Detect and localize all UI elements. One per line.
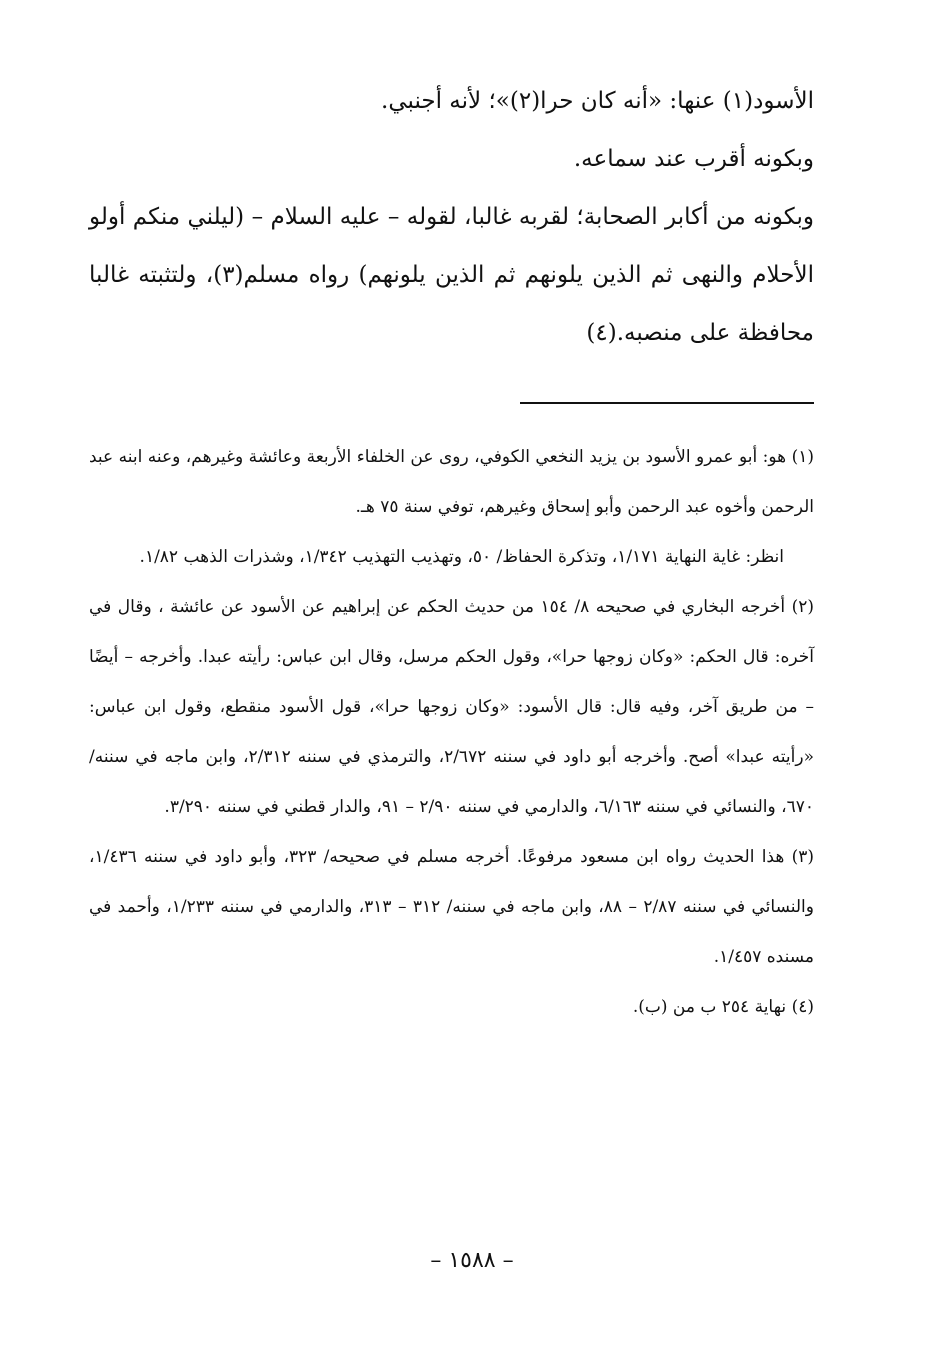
page-number: – ١٥٨٨ – (430, 1248, 514, 1273)
footnote-2: (٢) أخرجه البخاري في صحيحه ٨/ ١٥٤ من حديث الحكم عن إبراهيم عن الأسود عن عائشة ، وقال في آخره: قال الحكم: «وكان زوجها حرا»، وقول الحكم مرسل، وقال ابن عباس: رأيته عبدا. وأخرجه – أيضًا – من طريق آخر، وفيه قال: قال الأسود: «وكان زوجها حرا»، قول الأسود منقطع، وقول ابن عباس: «رأيته عبدا» أصح. وأخرجه أبو داود في سننه ٢/٦٧٢، والترمذي في سننه ٢/٣١٢، وابن ماجه في سننه/ ٦٧٠، والنسائي في سننه ٦/١٦٣، والدارمي في سننه ٢/٩٠ – ٩١، والدار قطني في سننه ٣/٢٩٠. (89, 597, 814, 817)
main-paragraph: الأسود(١) عنها: «أنه كان حرا(٢)»؛ لأنه أجنبي. (381, 88, 814, 114)
main-paragraph: وبكونه أقرب عند سماعه. (573, 146, 814, 172)
footnote-4: (٤) نهاية ٢٥٤ ب من (ب). (632, 997, 814, 1017)
main-paragraph: وبكونه من أكابر الصحابة؛ لقربه غالبا، لقوله – عليه السلام – (ليلني منكم أولو الأحلام والنهى ثم الذين يلونهم ثم الذين يلونهم) رواه مسلم(٣)، ولتثبته غالبا محافظة على منصبه.(٤) (89, 204, 815, 346)
footnote-3: (٣) هذا الحديث رواه ابن مسعود مرفوعًا. أخرجه مسلم في صحيحه/ ٣٢٣، وأبو داود في سننه ١/٤٣٦، والنسائي في سننه ٢/٨٧ – ٨٨، وابن ماجه في سننه/ ٣١٢ – ٣١٣، والدارمي في سننه ١/٢٣٣، وأحمد في مسنده ١/٤٥٧. (89, 847, 814, 967)
footnotes-section (89, 432, 814, 1032)
footnote-1-references: انظر: غاية النهاية ١/١٧١، وتذكرة الحفاظ/ ٥٠، وتهذيب التهذيب ١/٣٤٢، وشذرات الذهب ١/٨٢. (139, 547, 784, 567)
main-text-body (89, 72, 814, 362)
footnote-1: (١) هو: أبو عمرو الأسود بن يزيد النخعي الكوفي، روى عن الخلفاء الأربعة وعائشة وغيرهم، وعنه ابنه عبد الرحمن وأخوه عبد الرحمن وأبو إسحاق وغيرهم، توفي سنة ٧٥ هـ. (89, 447, 814, 517)
footnote-divider (520, 402, 814, 404)
